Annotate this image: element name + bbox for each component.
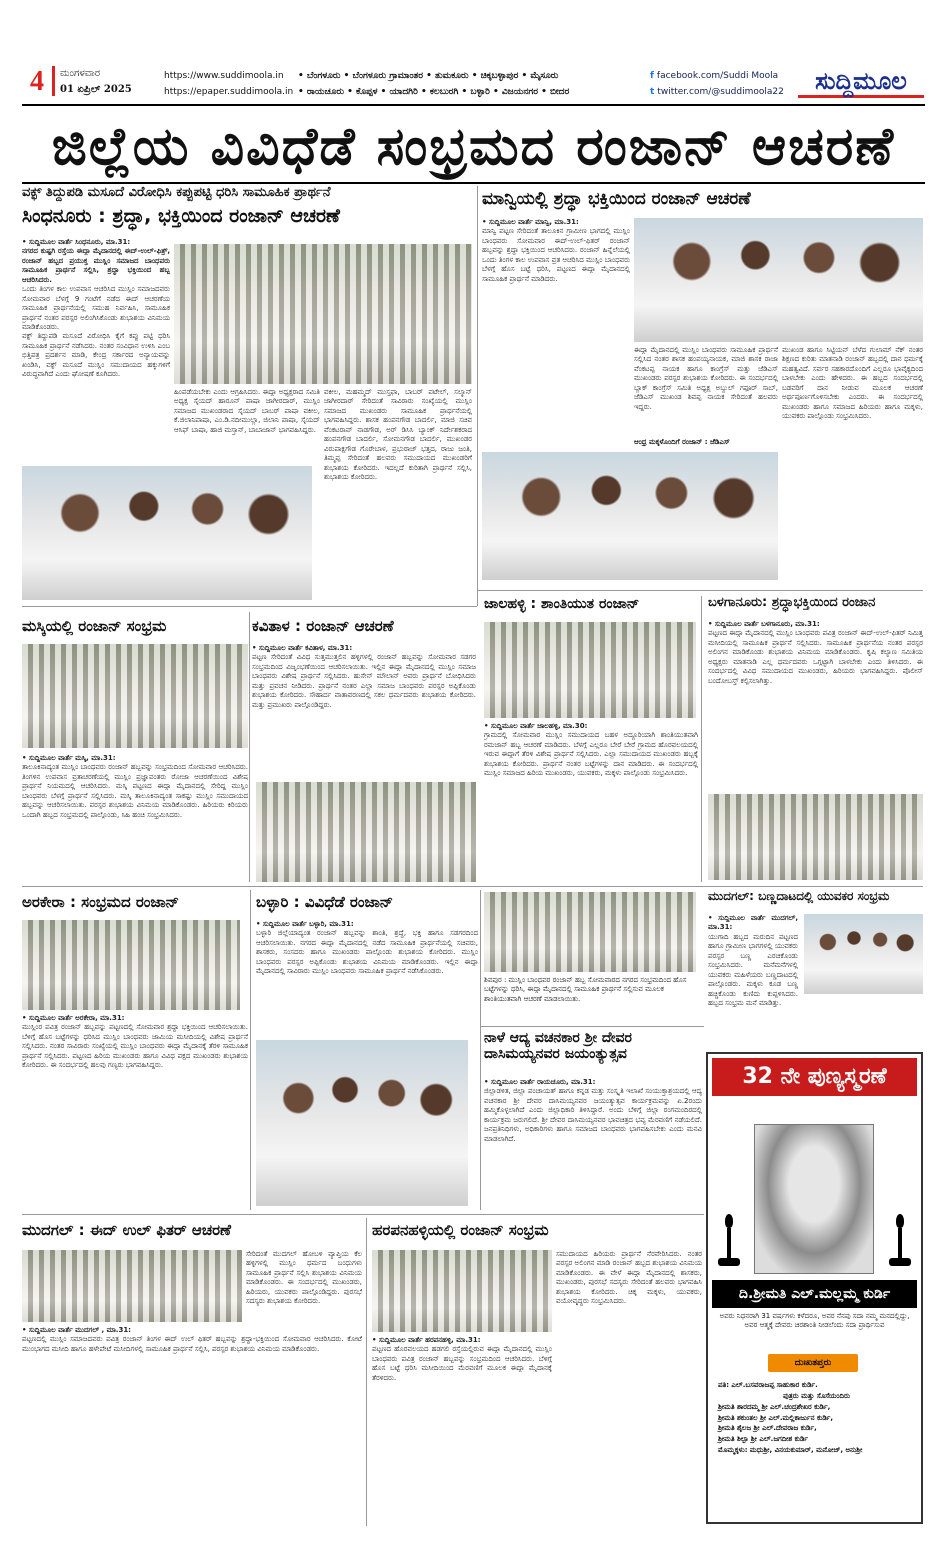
- family-line: ಶ್ರೀಮತಿ ಶಿಲ್ಪಾ ಶ್ರೀ ಎಲ್.ಜಗದೀಶ ಕುರ್ಡಿ: [718, 1435, 809, 1444]
- manvi-headline: ಮಾನ್ವಿಯಲ್ಲಿ ಶ್ರದ್ಧಾ ಭಕ್ತಿಯಿಂದ ರಂಜಾನ್ ಆಚರಣೆ: [482, 190, 751, 209]
- ballari-body: ಬಳ್ಳಾರಿ ಜಿಲ್ಲೆಯಾದ್ಯಂತ ರಂಜಾನ್ ಹಬ್ಬವನ್ನು ಶಾಂತಿ, ಶ್ರದ್ಧೆ, ಭಕ್ತಿ ಹಾಗೂ ಸಡಗರದಿಂದ ಆಚರಿಸಲಾಯಿತು. ನಗರದ ಈದ್ಗಾ ಮೈದಾನದಲ್ಲಿ ನಡೆದ ಸಾಮೂಹಿಕ ಪ್ರಾರ್ಥನೆಯಲ್ಲಿ ಸಚಿವರು, ಶಾಸಕರು, ಸಂಸದರು ಹಾಗೂ ಮುಖಂಡರು ಪಾಲ್ಗೊಂಡು ಶುಭಾಶಯ ಕೋರಿದರು. ಮುಸ್ಲಿಂ ಬಾಂಧವರು ಪರಸ್ಪರ ಅಪ್ಪಿಕೊಂಡು ಶುಭಾಶಯ ವಿನಿಮಯ ಮಾಡಿಕೊಂಡರು. ಇಲ್ಲಿನ ಈದ್ಗಾ ಮೈದಾನದಲ್ಲಿ ಸಾವಿರಾರು ಮುಸ್ಲಿಂ ಬಾಂಧವರು ಸಾಮೂಹಿಕ ಪ್ರಾರ್ಥನೆ ನಡೆಸಿಕೊಂಡರು.: [256, 929, 478, 976]
- social-links: [650, 68, 784, 100]
- sindhanur-headline: ಸಿಂಧನೂರು : ಶ್ರದ್ಧಾ, ಭಕ್ತಿಯಿಂದ ರಂಜಾನ್ ಆಚರಣೆ: [22, 206, 340, 227]
- family-line: ಶ್ರೀಮತಿ ಶೈಲಜ ಶ್ರೀ ಎಲ್.ದೇವರಾಜ ಕುರ್ಡಿ,: [718, 1424, 817, 1433]
- arakera-headline: ಅರಕೇರಾ : ಸಂಭ್ರಮದ ರಂಜಾನ್: [22, 894, 180, 911]
- kavital-body: ಪಟ್ಟಣ ಸೇರಿದಂತೆ ವಿವಿಧ ಸುತ್ತಮುತ್ತಲಿನ ಹಳ್ಳಿಗಳಲ್ಲಿ ರಂಜಾನ್ ಹಬ್ಬವನ್ನು ಸೋಮವಾರ ಸಡಗರ ಸಂಭ್ರಮದಿಂದ ವಿಜೃಂಭಣೆಯಿಂದ ಆಚರಿಸಲಾಯಿತು. ಇಲ್ಲಿನ ಈದ್ಗಾ ಮೈದಾನದಲ್ಲಿ ಮುಸ್ಲಿಂ ಸಮಾಜ ಬಾಂಧವರು ವಿಶೇಷ ಪ್ರಾರ್ಥನೆ ಸಲ್ಲಿಸಿದರು. ಹುಸೇನ್ ಮೌಲಾನ್ ಅವರು ಪ್ರಾರ್ಥನೆ ಬೋಧಿಸಿದರು ಮತ್ತು ಪ್ರವಚನ ನೀಡಿದರು. ಪ್ರಾರ್ಥನೆ ನಂತರ ಎಲ್ಲಾ ಸಮಾಜ ಬಾಂಧವರು ಪರಸ್ಪರ ಅಪ್ಪಿಕೊಂಡು ಶುಭಾಶಯ ಕೋರಿದರು. ಸೌಹಾರ್ದ ವಾತಾವರಣದಲ್ಲಿ ಸಕಲ ಧರ್ಮದವರು ಶುಭಾಶಯ ಕೋರಿದರು. ಮತ್ತು ಪ್ರಮುಖರು ಪಾಲ್ಗೊಂಡಿದ್ದರು.: [252, 653, 476, 709]
- kavital-prayer-photo: [256, 782, 476, 882]
- column-divider-maski: [249, 612, 250, 882]
- sindhanur-body-2: ವಕ್ಫ್ ತಿದ್ದುಪಡಿ ಮಸೂದೆ ವಿರೋಧಿಸಿ ಕೈಗೆ ಕಪ್ಪು ಪಟ್ಟಿ ಧರಿಸಿ ಸಾಮೂಹಿಕ ಪ್ರಾರ್ಥನೆ ನಡೆಸಿದರು. ನಂತರ ಸಂವಿಧಾನ ಉಳಿಸಿ ಎಂಬ ಭಿತ್ತಿಪತ್ರ ಪ್ರದರ್ಶನ ಮಾಡಿ, ಕೇಂದ್ರ ಸರ್ಕಾರದ ಅನ್ಯಾಯವನ್ನು ಖಂಡಿಸಿ, ವಕ್ಫ್ ಮಸೂದೆ ಮುಸ್ಲಿಂ ಸಮುದಾಯದ ಹಕ್ಕುಗಳಿಗೆ ವಿರುದ್ಧವಾಗಿದೆ ಎಂದು ಘೋಷಣೆ ಕೂಗಿದರು.: [22, 332, 170, 379]
- kavital-dateline: • ಸುದ್ದಿಮೂಲ ವಾರ್ತೆ ಕವಿತಾಳ, ಮಾ.31:: [252, 644, 353, 652]
- headline-rule: [22, 182, 925, 184]
- family-line: ಪತಿ: ಎಲ್.ಬಸವರಾಜಪ್ಪ ಸಾಹುಕಾರ ಕುರ್ಡಿ.: [718, 1381, 818, 1389]
- main-headline: ಜಿಲ್ಲೆಯ ವಿವಿಧೆಡೆ ಸಂಭ್ರಮದ ರಂಜಾನ್ ಆಚರಣೆ: [51, 117, 896, 177]
- mudgal-eid-headline: ಮುದಗಲ್ : ಈದ್ ಉಲ್ ಫಿತರ್ ಆಚರಣೆ: [22, 1222, 231, 1239]
- balaganur-prayer-photo: [708, 794, 923, 880]
- issue-day: ಮಂಗಳವಾರ: [60, 68, 101, 79]
- manvi-children-photo: [482, 452, 778, 580]
- harapanahalli-body-1: ಪಟ್ಟಣದ ಹೊರವಲಯದ ಹಡಗಲಿ ರಸ್ತೆಯಲ್ಲಿರುವ ಈದ್ಗಾ ಮೈದಾನದಲ್ಲಿ ಮುಸ್ಲಿಂ ಬಾಂಧವರು ಪವಿತ್ರ ರಂಜಾನ್ ಹಬ್ಬವನ್ನು ಸಂಭ್ರಮದಿಂದ ಆಚರಿಸಿದರು. ಬೆಳಿಗ್ಗೆ ಹೊಸ ಬಟ್ಟೆ ಧರಿಸಿ ಮಸೀದಿಯಿಂದ ಮೆರವಣಿಗೆ ಮೂಲಕ ಈದ್ಗಾ ಮೈದಾನಕ್ಕೆ ತೆರಳಿದರು.: [372, 1345, 552, 1382]
- issue-date: 01 ಏಪ್ರಿಲ್ 2025: [60, 84, 132, 95]
- mudgal-eid-text: [22, 1326, 362, 1526]
- sindhanur-text-col1: [22, 238, 170, 460]
- sindhanur-dateline: • ಸುದ್ದಿಮೂಲ ವಾರ್ತೆ ಸಿಂಧನೂರು, ಮಾ.31:: [22, 238, 131, 246]
- balaganur-body: ಪಟ್ಟಣದ ಈದ್ಗಾ ಮೈದಾನದಲ್ಲಿ ಮುಸ್ಲಿಂ ಬಾಂಧವರು ಪವಿತ್ರ ರಂಜಾನ್ ಈದ್-ಉಲ್-ಫಿತರ್ ನಿಮಿತ್ತ ಮಸೀದಿಯಲ್ಲಿ ಸಾಮೂಹಿಕ ಪ್ರಾರ್ಥನೆ ಸಲ್ಲಿಸಿದರು. ಸಾಮೂಹಿಕ ಪ್ರಾರ್ಥನೆಯ ನಂತರ ಪರಸ್ಪರ ಅಲಿಂಗನ ಮಾಡಿಕೊಂಡು ಶುಭಾಶಯ ವಿನಿಮಯ ಮಾಡಿಕೊಂಡರು. ಕೃಷಿ ಕಲ್ಯಾಣ ಸಮಿತಿಯ ಅಧ್ಯಕ್ಷರು ಮಾತನಾಡಿ ಎಲ್ಲ ಧರ್ಮದವರು ಒಗ್ಗಟ್ಟಾಗಿ ಬಾಳಬೇಕು ಎಂದು ತಿಳಿಸಿದರು. ಈ ಸಂದರ್ಭದಲ್ಲಿ ವಿವಿಧ ಸಮುದಾಯದ ಮುಖಂಡರು, ಹಿರಿಯರು ಭಾಗವಹಿಸಿದ್ದರು. ಪೊಲೀಸ್ ಬಂದೋಬಸ್ತ್ ಕಲ್ಪಿಸಲಾಗಿತ್ತು.: [708, 629, 923, 685]
- ballari-text: [256, 920, 478, 1036]
- sindhanur-prayer-photo: [174, 244, 472, 384]
- manvi-photo-caption: ಆಂಧ್ರ ಮಕ್ಕಳೊಂದಿಗೆ ರಂಜಾನ್ : ಜೆಡಿಎಸ್: [634, 438, 730, 446]
- column-divider-jalahalli: [701, 596, 702, 882]
- family-line: ಪುತ್ರರು ಮತ್ತು ಸೊಸೆಯಂದಿರು: [783, 1391, 850, 1400]
- memorial-grief-label: ದುಃಖತಪ್ತರು: [768, 1354, 858, 1372]
- harapanahalli-body-2: ಸಮುದಾಯದ ಹಿರಿಯರು ಪ್ರಾರ್ಥನೆ ನೆರವೇರಿಸಿದರು. ನಂತರ ಪರಸ್ಪರ ಅಲಿಂಗನ ಮಾಡಿ ರಂಜಾನ್ ಹಬ್ಬದ ಶುಭಾಶಯ ವಿನಿಮಯ ಮಾಡಿಕೊಂಡರು. ಈ ವೇಳೆ ಈದ್ಗಾ ಮೈದಾನದಲ್ಲಿ ಶಾಸಕರು, ಮುಖಂಡರು, ಪುರಸಭೆ ಸದಸ್ಯರು ಸೇರಿದಂತೆ ಹಲವರು ಭಾಗವಹಿಸಿ ಶುಭಾಶಯ ಕೋರಿದರು. ಚಿಕ್ಕ ಮಕ್ಕಳು, ಯುವಕರು, ವಯೋವೃದ್ಧರು ಸಂಭ್ರಮಿಸಿದರು.: [556, 1250, 702, 1306]
- family-line: ಮೊಮ್ಮಕ್ಕಳು: ಮಧುಶ್ರೀ, ವಿನಯಕುಮಾರ್, ಮನೋಜ್, ಅನುಶ್ರೀ: [718, 1446, 863, 1455]
- mudgal-eid-prayer-photo: [22, 1250, 242, 1322]
- web-links: [164, 68, 293, 100]
- mudgal-youth-photo: [804, 914, 923, 994]
- balaganur-text: [708, 620, 923, 790]
- ballari-dateline: • ಸುದ್ದಿಮೂಲ ವಾರ್ತೆ ಬಳ್ಳಾರಿ, ಮಾ.31:: [256, 920, 354, 928]
- arakera-text: [22, 1014, 248, 1212]
- harapanahalli-dateline: • ಸುದ್ದಿಮೂಲ ವಾರ್ತೆ ಹರಪನಹಳ್ಳಿ, ಮಾ.31:: [372, 1336, 481, 1344]
- memorial-notice: [706, 1052, 923, 1524]
- balaganur-headline: ಬಳಗಾನೂರು: ಶ್ರದ್ಧಾಭಕ್ತಿಯಿಂದ ರಂಜಾನ: [708, 596, 876, 610]
- column-divider: [477, 186, 478, 606]
- column-divider-arakera: [250, 890, 251, 1210]
- masthead: [22, 62, 925, 102]
- maski-dateline: • ಸುದ್ದಿಮೂಲ ವಾರ್ತೆ ಮಸ್ಕಿ, ಮಾ.31:: [22, 754, 116, 762]
- manvi-body-1: ಮಾನ್ವಿ ಪಟ್ಟಣ ಸೇರಿದಂತೆ ತಾಲೂಕಿನ ಗ್ರಾಮೀಣ ಭಾಗದಲ್ಲಿ ಮುಸ್ಲಿಂ ಬಾಂಧವರು ಸೋಮವಾರ ಈದ್-ಉಲ್-ಫಿತರ್ ರಂಜಾನ್ ಹಬ್ಬವನ್ನು ಶ್ರದ್ಧಾ ಭಕ್ತಿಯಿಂದ ಆಚರಿಸಿದರು. ರಂಜಾನ್ ಹಿನ್ನೆಲೆಯಲ್ಲಿ ಒಂದು ತಿಂಗಳ ಕಾಲ ಉಪವಾಸ ವ್ರತ ಆಚರಿಸಿದ ಮುಸ್ಲಿಂ ಬಾಂಧವರು ಬೆಳಗ್ಗೆ ಹೊಸ ಬಟ್ಟೆ ಧರಿಸಿ, ಪಟ್ಟಣದ ಈದ್ಗಾ ಮೈದಾನದಲ್ಲಿ ಸಾಮೂಹಿಕ ಪ್ರಾರ್ಥನೆ ಮಾಡಿದರು.: [482, 227, 630, 283]
- oil-lamp-icon: [718, 1214, 740, 1274]
- sindhanur-body-1: ಒಂದು ತಿಂಗಳ ಕಾಲ ಉಪವಾಸ ಆಚರಿಸಿದ ಮುಸ್ಲಿಂ ಸಮಾಜದವರು ಸೋಮವಾರ ಬೆಳಗ್ಗೆ 9 ಗಂಟೆಗೆ ನಡೆದ ಈದ್ ಆಚರಣೆಯ ಸಾಮೂಹಿಕ ಪ್ರಾರ್ಥನೆಯಲ್ಲಿ ಸಮುಹ ನಿರ್ವಹಿಸಿ, ಸಾಮೂಹಿಕ ಪ್ರಾರ್ಥನೆ ನಂತರ ಪರಸ್ಪರ ಅಲಿಂಗಿಸಿಕೊಂಡು ಶುಭಾಶಯ ವಿನಿಮಯ ಮಾಡಿಕೊಂಡರು.: [22, 285, 170, 331]
- manvi-body-3: ಮುಖಂಡ ಹಾಗೂ ಸಿಟ್ಟಿಯನ್ ಬೆಳೆದ ಗುಲಾಮ್ ನೆಕ್ ನಂತರ ಶಿಕ್ಷಣದ ಕುರಿತು ಮಾತನಾಡಿ ರಂಜಾನ್ ಹಬ್ಬದಲ್ಲಿ ದಾನ ಧರ್ಮಕ್ಕೆ ಮಹತ್ವವಿದೆ. ಸರ್ವರ ಸಹಕಾರದೊಂದಿಗೆ ಎಲ್ಲರೂ ಭಾವೈಕ್ಯದಿಂದ ಬಾಳಬೇಕು ಎಂದು ಹೇಳಿದರು. ಈ ಹಬ್ಬದ ಸಂದರ್ಭದಲ್ಲಿ ಬಡವರಿಗೆ ದಾನ ನೀಡುವ ಮೂಲಕ ಆಚರಣೆ ಅರ್ಥಪೂರ್ಣಗೊಳಿಸಬೇಕು ಎಂದರು. ಈ ಸಂದರ್ಭದಲ್ಲಿ ಮುಖಂಡರು ಹಾಗೂ ಸಮಾಜದ ಹಿರಿಯರು ಹಾಗೂ ಮಕ್ಕಳು, ಯುವಕರು ಪಾಲ್ಗೊಂಡು ಸಂಭ್ರಮಿಸಿದರು.: [782, 346, 923, 421]
- family-line: ಶ್ರೀಮತಿ ಶಾರದಮ್ಮ ಶ್ರೀ ಎಲ್.ಚಂದ್ರಶೇಖರ ಕುರ್ಡಿ,: [718, 1402, 831, 1411]
- jalahalli-prayer-photo: [484, 622, 696, 718]
- city-line-2: • ರಾಯಚೂರು • ಕೊಪ್ಪಳ • ಯಾದಗಿರಿ • ಕಲಬುರಗಿ • ಬಳ್ಳಾರಿ • ವಿಜಯನಗರ • ಬೀದರ: [298, 87, 570, 97]
- mudgal-youth-text: [708, 914, 798, 1034]
- memorial-title: 32 ನೇ ಪುಣ್ಯಸ್ಮರಣೆ: [712, 1058, 917, 1096]
- arakera-body: ಮುಸ್ಲಿಂರ ಪವಿತ್ರ ರಂಜಾನ್ ಹಬ್ಬವನ್ನು ಪಟ್ಟಣದಲ್ಲಿ ಸೋಮವಾರ ಶ್ರದ್ಧಾ ಭಕ್ತಿಯಿಂದ ಆಚರಿಸಲಾಯಿತು. ಬೆಳಿಗ್ಗೆ ಹೊಸ ಬಟ್ಟೆಗಳನ್ನು ಧರಿಸಿದ ಮುಸ್ಲಿಂ ಬಾಂಧವರು ಜಾಮಿಯ ಮಸೀದಿಯಲ್ಲಿ ವಿಶೇಷ ಪ್ರಾರ್ಥನೆ ಸಲ್ಲಿಸಿದರು. ನಂತರ ಸಾವಿರಾರು ಸಂಖ್ಯೆಯಲ್ಲಿ ಮುಸ್ಲಿಂ ಬಾಂಧವರು ಈದ್ಗಾ ಮೈದಾನಕ್ಕೆ ತೆರಳಿ ಸಾಮೂಹಿಕ ಪ್ರಾರ್ಥನೆ ಸಲ್ಲಿಸಿದರು. ಪಟ್ಟಣದ ಹಿರಿಯ ಮುಖಂಡರು ಹಾಗೂ ವಿವಿಧ ಪಕ್ಷದ ಮುಖಂಡರು ಶುಭಾಶಯ ಕೋರಿದರು. ಈ ಸಂದರ್ಭದಲ್ಲಿ ಹಲವು ಗಣ್ಯರು ಭಾಗವಹಿಸಿದ್ದರು.: [22, 1023, 248, 1070]
- twitter-icon: t: [650, 87, 655, 97]
- manvi-greeting-photo: [634, 218, 923, 342]
- mudgal-eid-body-1: ಪಟ್ಟಣದಲ್ಲಿ ಮುಸ್ಲಿಂ ಸಮಾಜದವರು ಪವಿತ್ರ ರಂಜಾನ್ ತಿಂಗಳ ಈದ್ ಉಲ್ ಫಿತರ್ ಹಬ್ಬವನ್ನು ಶ್ರದ್ಧಾ-ಭಕ್ತಿಯಿಂದ ಸೋಮವಾರ ಆಚರಿಸಿದರು. ಕೋಟೆ ಮುಂಭಾಗದ ಮಸೀದಿ ಹಾಗೂ ಹಳೇಪೇಟೆ ಮಸೀದಿಗಳಲ್ಲಿ ಸಾಮೂಹಿಕ ಪ್ರಾರ್ಥನೆ ಸಲ್ಲಿಸಿ, ಪರಸ್ಪರ ಶುಭಾಶಯ ವಿನಿಮಯ ಮಾಡಿಕೊಂಡರು.: [22, 1335, 362, 1353]
- website-link[interactable]: https://www.suddimoola.in: [164, 71, 284, 81]
- harapanahalli-prayer-photo: [372, 1250, 552, 1332]
- epaper-link[interactable]: https://epaper.suddimoola.in: [164, 87, 294, 97]
- balaganur-dateline: • ಸುದ್ದಿಮೂಲ ವಾರ್ತೆ ಬಳಗಾನೂರು, ಮಾ.31:: [708, 620, 820, 628]
- oil-lamp-icon: [889, 1214, 911, 1274]
- kavital-text: [252, 644, 476, 774]
- mudgal-eid-body-2: ಸೇರಿದಂತೆ ಮುದಗಲ್ ಹೋಬಳಿ ವ್ಯಾಪ್ತಿಯ ಕೆಲ ಹಳ್ಳಿಗಳಲ್ಲಿ ಮುಸ್ಲಿಂ ಧರ್ಮದ ಬಂಧುಗಳು ಸಾಮೂಹಿಕ ಪ್ರಾರ್ಥನೆ ಸಲ್ಲಿಸಿ ಶುಭಾಶಯ ವಿನಿಮಯ ಮಾಡಿಕೊಂಡರು. ಈ ಸಂದರ್ಭದಲ್ಲಿ ಮುಖಂಡರು, ಹಿರಿಯರು, ಯುವಕರು ಪಾಲ್ಗೊಂಡಿದ್ದರು. ಪುರಸಭೆ ಸದಸ್ಯರು ಶುಭಾಶಯ ಕೋರಿದರು.: [246, 1250, 362, 1306]
- devara-body: ಜಿಲ್ಲಾಡಳಿತ, ಜಿಲ್ಲಾ ಪಂಚಾಯತ್ ಹಾಗೂ ಕನ್ನಡ ಮತ್ತು ಸಂಸ್ಕೃತಿ ಇಲಾಖೆ ಸಂಯುಕ್ತಾಶ್ರಯದಲ್ಲಿ ಆದ್ಯ ವಚನಕಾರ ಶ್ರೀ ದೇವರ ದಾಸಿಮಯ್ಯನವರ ಜಯಂತ್ಯುತ್ಸವ ಕಾರ್ಯಕ್ರಮವನ್ನು ಏ.2ರಂದು ಹಮ್ಮಿಕೊಳ್ಳಲಾಗಿದೆ ಎಂದು ಜಿಲ್ಲಾಧಿಕಾರಿ ತಿಳಿಸಿದ್ದಾರೆ. ಅಂದು ಬೆಳಿಗ್ಗೆ ಜಿಲ್ಲಾ ರಂಗಮಂದಿರದಲ್ಲಿ ಕಾರ್ಯಕ್ರಮ ಜರುಗಲಿದೆ. ಶ್ರೀ ದೇವರ ದಾಸಿಮಯ್ಯನವರ ಭಾವಚಿತ್ರದ ಭವ್ಯ ಮೆರವಣಿಗೆ ನಡೆಯಲಿದೆ. ಜನಪ್ರತಿನಿಧಿಗಳು, ಅಧಿಕಾರಿಗಳು ಹಾಗೂ ಸಮಾಜದ ಬಾಂಧವರು ಭಾಗವಹಿಸಬೇಕು ಎಂದು ಮನವಿ ಮಾಡಲಾಗಿದೆ.: [484, 1087, 702, 1143]
- sindhanur-leaders-photo: [22, 466, 312, 600]
- memorial-family-list: [718, 1380, 915, 1456]
- memorial-name: ದಿ.ಶ್ರೀಮತಿ ಎಲ್.ಮಲ್ಲಮ್ಮ ಕುರ್ಡಿ: [712, 1280, 917, 1308]
- page-number-bar: [52, 66, 55, 96]
- row-divider-2: [22, 886, 923, 887]
- mudgal-youth-body: ಯುಗಾದಿ ಹಬ್ಬದ ಮರುದಿನ ಪಟ್ಟಣದ ಹಾಗೂ ಗ್ರಾಮೀಣ ಭಾಗಗಳಲ್ಲಿ ಯುವಕರು ಪರಸ್ಪರ ಬಣ್ಣ ಎರಚಿಕೊಂಡು ಸಂಭ್ರಮಿಸಿದರು. ಮನೆಮನೆಗಳಲ್ಲಿ ಯುವಕರು ಮಹಿಳೆಯರು ಬಣ್ಣದಾಟದಲ್ಲಿ ಪಾಲ್ಗೊಂಡರು. ಮಕ್ಕಳು ಕೂಡ ಬಣ್ಣ ಹಚ್ಚಿಕೊಂಡು ಕುಣಿದು ಕುಪ್ಪಳಿಸಿದರು. ಹಬ್ಬದ ಸಂಭ್ರಮ ಮನೆ ಮಾಡಿತ್ತು.: [708, 932, 798, 1007]
- jalahalli-headline: ಜಾಲಹಳ್ಳಿ : ಶಾಂತಿಯುತ ರಂಜಾನ್: [484, 596, 640, 612]
- sindhanur-body-4: ವಕೀಲ, ಮಹಮ್ಮದ್ ಮುಸ್ತಫಾ, ಬಾಬರ್ ಪಟೇಲ್, ಸಲ್ಮಾನ್ ಜಾಗೀರದಾರ್ ಸೇರಿದಂತೆ ಸಾವಿರಾರು ಸಂಖ್ಯೆಯಲ್ಲಿ ಮುಸ್ಲಿಂ ಸಮಾಜದ ಮುಖಂಡರು ಸಾಮೂಹಿಕ ಪ್ರಾರ್ಥನೆಯಲ್ಲಿ ಭಾಗವಹಿಸಿದ್ದರು. ಶಾಸಕ ಹಂಪನಗೌಡ ಬಾದರ್ಲಿ, ಮಾಜಿ ಸಚಿವ ವೆಂಕಟರಾವ್ ನಾಡಗೌಡ, ಅರ್ ಡಿಸಿಸಿ ಬ್ಯಾಂಕ್ ನಿರ್ದೇಶಕರಾದ ಹಂಪನಗೌಡ ಬಾದರ್ಲಿ, ಸೋಮನಗೌಡ ಬಾದರ್ಲಿ, ಮುಖಂಡರ ವಿರುಪಾಕ್ಷಗೌಡ ಗೊರೇಬಾಳ, ಪ್ರಭುರಾಜ್ ಭತ್ತದ, ರಾಜು ಜಂತಿ, ತಿಮ್ಮಪ್ಪ ಸೇರಿದಂತೆ ಹಲವರು ಸಮುದಾಯದ ಮುಖಂಡರಿಗೆ ಶುಭಾಶಯ ಕೋರಿದರು. ಇದಲ್ಲದೆ ಕುರಿತಾಗಿ ಪ್ರಾರ್ಥನೆ ಸಲ್ಲಿಸಿ, ಶುಭಾಶಯ ಕೋರಿದರು.: [324, 388, 472, 481]
- memorial-portrait: [754, 1124, 874, 1274]
- jalahalli-body: ಗ್ರಾಮದಲ್ಲಿ ಸೋಮವಾರ ಮುಸ್ಲಿಂ ಸಮುದಾಯದ ಬಹಳ ಅದ್ದೂರಿಯಾಗಿ ಶಾಂತಿಯುತವಾಗಿ ರಮಜಾನ್ ಹಬ್ಬ ಆಚರಣೆ ಮಾಡಿದರು. ಬೆಳಗ್ಗೆ ಎಲ್ಲರೂ ಬೇರೆ ಬೇರೆ ಗ್ರಾಮದ ಹೊರವಲಯದಲ್ಲಿ ಇರುವ ಈದ್ಗಾಗೆ ತೆರಳಿ ವಿಶೇಷ ಪ್ರಾರ್ಥನೆ ಸಲ್ಲಿಸಿದರು. ಎಲ್ಲಾ ಸಮುದಾಯದ ಮುಖಂಡರು ಹಬ್ಬಕ್ಕೆ ಶುಭಾಶಯ ಕೋರಿದರು. ಪ್ರಾರ್ಥನೆ ನಂತರ ಬಟ್ಟೆಗಳನ್ನು ದಾನ ಮಾಡಿದರು. ಈ ಸಂದರ್ಭದಲ್ಲಿ ಮುಸ್ಲಿಂ ಸಮಾಜದ ಹಿರಿಯ ಮುಖಂಡರು, ಯುವಕರು, ಮಕ್ಕಳು ಪಾಲ್ಗೊಂಡು ಸಂಭ್ರಮಿಸಿದರು.: [484, 731, 698, 778]
- sindhanur-body-3: ಹಿಂಪಡೆಯಬೇಕು ಎಂದು ಆಗ್ರಹಿಸಿದರು. ಈದ್ಗಾ ಅಧ್ಯಕ್ಷರಾದ ಸಮಿತಿ ಅಧ್ಯಕ್ಷ ಸೈಯದ್ ಹಾರೂನ್ ಪಾಷಾ ಜಾಗೀರದಾರ್, ಮುಸ್ಲಿಂ ಸಮಾಜದ ಮುಖಂಡರಾದ ಸೈಯದ್ ಬಾಬರ್ ಪಾಷಾ ವಕೀಲ, ಕೆ.ಜಿಲಾನಿಪಾಷಾ, ಎಂ.ಡಿ.ನದೀಮುಲ್ಲಾ, ಜಿಲಾನಿ ಪಾಷಾ, ಸೈಯದ್ ಆಸಿಫ್ ಬಾಷಾ, ಹಾಜಿ ಮಸ್ತಾನ್, ಬಾಬಾಜಾನ್ ಭಾಗವಹಿಸಿದ್ದರು.: [174, 388, 320, 434]
- manvi-body-2: ಈದ್ಗಾ ಮೈದಾನದಲ್ಲಿ ಮುಸ್ಲಿಂ ಬಾಂಧವರು ಸಾಮೂಹಿಕ ಪ್ರಾರ್ಥನೆ ಸಲ್ಲಿಸಿದ ನಂತರ ಶಾಸಕ ಹಂಪಯ್ಯನಾಯಕ, ಮಾಜಿ ಶಾಸಕ ರಾಜಾ ವೆಂಕಟಪ್ಪ ನಾಯಕ ಹಾಗೂ ಕಾಂಗ್ರೆಸ್ ಮತ್ತು ಜೆಡಿಎಸ್ ಮುಖಂಡರು ಪರಸ್ಪರ ಶುಭಾಶಯ ಕೋರಿದರು. ಈ ಸಂದರ್ಭದಲ್ಲಿ ಬ್ಲಾಕ್ ಕಾಂಗ್ರೆಸ್ ಸಮಿತಿ ಅಧ್ಯಕ್ಷ ಅಬ್ದುಲ್ ಗಫೂರ್ ಸಾಬ್, ಜೆಡಿಎಸ್ ಮುಖಂಡ ಶಿವಪ್ಪ ನಾಯಕ ಸೇರಿದಂತೆ ಹಲವರು ಇದ್ದರು.: [634, 346, 778, 411]
- city-list: [298, 68, 650, 100]
- facebook-link[interactable]: [650, 68, 784, 84]
- harapanahalli-headline: ಹರಪನಹಳ್ಳಿಯಲ್ಲಿ ರಂಜಾನ್ ಸಂಭ್ರಮ: [372, 1222, 549, 1239]
- manvi-dateline: • ಸುದ್ದಿಮೂಲ ವಾರ್ತೆ ಮಾನ್ವಿ, ಮಾ.31:: [482, 218, 579, 226]
- devara-headline: ನಾಳೆ ಆದ್ಯ ವಚನಕಾರ ಶ್ರೀ ದೇವರ ದಾಸಿಮಯ್ಯನವರ ಜಯಂತ್ಯುತ್ಸವ: [484, 1030, 632, 1063]
- mudgal-eid-dateline: • ಸುದ್ದಿಮೂಲ ವಾರ್ತೆ ಮುದಗಲ್ , ಮಾ.31:: [22, 1326, 131, 1334]
- jalahalli-dateline: • ಸುದ್ದಿಮೂಲ ವಾರ್ತೆ ಜಾಲಹಳ್ಳಿ, ಮಾ.30:: [484, 722, 588, 730]
- kavital-headline: ಕವಿತಾಳ : ರಂಜಾನ್ ಆಚರಣೆ: [252, 618, 394, 635]
- page-number: 4: [30, 66, 44, 97]
- manvi-text-col1: [482, 218, 630, 450]
- masthead-rule: [22, 104, 925, 106]
- twitter-handle: twitter.com/@suddimoola22: [657, 87, 784, 97]
- ballari-headline: ಬಳ್ಳಾರಿ : ವಿವಿಧೆಡೆ ರಂಜಾನ್: [256, 894, 394, 911]
- devara-text: [484, 1078, 702, 1210]
- harapanahalli-text: [372, 1336, 552, 1526]
- maski-headline: ಮಸ್ಕಿಯಲ್ಲಿ ರಂಜಾನ್ ಸಂಭ್ರಮ: [22, 618, 167, 635]
- ballari-leaders-photo: [256, 1040, 468, 1206]
- shivapur-prayer-photo: [484, 892, 696, 972]
- column-divider-ballari: [480, 890, 481, 1210]
- arakera-dateline: • ಸುದ್ದಿಮೂಲ ವಾರ್ತೆ ಅರಕೇರಾ, ಮಾ.31:: [22, 1014, 125, 1022]
- row-divider-1b: [477, 590, 923, 591]
- memorial-description: ಅವರು ನಿಧನರಾಗಿ 31 ವರ್ಷಗಳು ಕಳೆದರೂ, ಅವರ ನೆನಪು ಸದಾ ನಮ್ಮ ಮನದಲ್ಲಿದ್ದು, ಅವರ ಆತ್ಮಕ್ಕೆ ದೇವರು ಚಿರಶಾಂತಿ ನೀಡಲೆಂದು ಸದಾ ಪ್ರಾರ್ಥಿಸುವ: [719, 1312, 910, 1330]
- facebook-icon: f: [650, 71, 654, 81]
- family-line: ಶ್ರೀಮತಿ ಶಕುಂತಲ ಶ್ರೀ ಎಲ್.ಮಲ್ಲಿಕಾರ್ಜುನ ಕುರ್ಡಿ,: [718, 1413, 834, 1422]
- row-divider-3: [22, 1214, 704, 1215]
- row-divider-1: [22, 606, 477, 607]
- row-divider-devara: [480, 1026, 704, 1027]
- maski-prayer-photo: [22, 644, 248, 748]
- shivapur-caption: ಶಿವಪುರ : ಮುಸ್ಲಿಂ ಬಾಂಧವರ ರಂಜಾನ್ ಹಬ್ಬ ಸೋಮವಾರದ ನಗರದ ಸಂಭ್ರಮದಿಂದ ಹೊಸ ಬಟ್ಟೆಗಳನ್ನು ಧರಿಸಿ, ಈದ್ಗಾ ಮೈದಾನದಲ್ಲಿ ಸಾಮೂಹಿಕ ಪ್ರಾರ್ಥನೆ ಸಲ್ಲಿಸುವ ಮೂಲಕ ಶಾಂತಿಯುತವಾಗಿ ಆಚರಣೆ ಮಾಡಲಾಯಿತು.: [484, 976, 687, 1003]
- mudgal-youth-headline: ಮುದಗಲ್: ಬಣ್ಣದಾಟದಲ್ಲಿ ಯುವಕರ ಸಂಭ್ರಮ: [708, 890, 890, 903]
- sindhanur-lead: ನಗರದ ಕುಷ್ಟಗಿ ರಸ್ತೆಯ ಈದ್ಗಾ ಮೈದಾನದಲ್ಲಿ ಈದ್-ಉಲ್-ಫಿತ್ರ್, ರಂಜಾನ್ ಹಬ್ಬದ ಪ್ರಯುಕ್ತ ಮುಸ್ಲಿಂ ಸಮಾಜದ ಬಾಂಧವರು ಸಾಮೂಹಿಕ ಪ್ರಾರ್ಥನೆ ಸಲ್ಲಿಸಿ, ಶ್ರದ್ಧಾ ಭಕ್ತಿಯಿಂದ ಹಬ್ಬ ಆಚರಿಸಿದರು.: [22, 247, 170, 284]
- mudgal-youth-dateline: • ಸುದ್ದಿಮೂಲ ವಾರ್ತೆ ಮುದಗಲ್, ಮಾ.31:: [708, 914, 798, 932]
- sindhanur-kicker: ವಕ್ಫ್ ತಿದ್ದುಪಡಿ ಮಸೂದೆ ವಿರೋಧಿಸಿ ಕಪ್ಪುಪಟ್ಟಿ ಧರಿಸಿ ಸಾಮೂಹಿಕ ಪ್ರಾರ್ಥನೆ: [22, 186, 331, 200]
- maski-text: [22, 754, 248, 884]
- facebook-handle: facebook.com/Suddi Moola: [656, 71, 779, 81]
- jalahalli-text: [484, 722, 698, 882]
- column-divider-mudgal: [366, 1218, 367, 1526]
- devara-dateline: • ಸುದ್ದಿಮೂಲ ವಾರ್ತೆ ರಾಯಚೂರು, ಮಾ.31:: [484, 1078, 596, 1086]
- city-line-1: • ಬೆಂಗಳೂರು • ಬೆಂಗಳೂರು ಗ್ರಾಮಾಂತರ • ತುಮಕೂರು • ಚಿಕ್ಕಬಳ್ಳಾಪುರ • ಮೈಸೂರು: [298, 71, 559, 81]
- newspaper-logo: ಸುದ್ದಿಮೂಲ: [798, 64, 924, 98]
- twitter-link[interactable]: [650, 84, 784, 100]
- arakera-prayer-photo: [22, 920, 240, 1010]
- maski-body: ತಾಲೂಕಿನಾದ್ಯಂತ ಮುಸ್ಲಿಂ ಬಾಂಧವರು ರಂಜಾನ್ ಹಬ್ಬವನ್ನು ಸಂಭ್ರಮದಿಂದ ಸೋಮವಾರ ಆಚರಿಸಿದರು. ತಿಂಗಳಿನ ಉಪವಾಸ ವ್ರತಾಚರಣೆಯಲ್ಲಿ ಮುಸ್ಲಿಂ ಪ್ರಜ್ಞಾವಂತರು ರೋಜಾ ಆಚರಣೆಯಿಂದ ವಿಶೇಷ ಪ್ರಾರ್ಥನೆ ನಿಯಮದಲ್ಲಿ ಆಚರಿಸಿದರು. ಮಸ್ಕಿ ಪಟ್ಟಣದ ಈದ್ಗಾ ಮೈದಾನದಲ್ಲಿ ಸೇರಿದ್ದ ಮುಸ್ಲಿಂ ಬಾಂಧವರು ಬೆಳಗ್ಗೆ ಪ್ರಾರ್ಥನೆ ಸಲ್ಲಿಸಿದರು. ಮಸ್ಕಿ ತಾಲೂಕಿನಾದ್ಯಂತ ಸಾಕಷ್ಟು ಮುಸ್ಲಿಂ ಸಮುದಾಯದ ಹಬ್ಬವನ್ನು ಆಚರಿಸಲಾಯಿತು. ಪರಸ್ಪರ ಶುಭಾಶಯ ವಿನಿಮಯ ಮಾಡಿಕೊಂಡರು. ಹಿರಿಯರು ಕಿರಿಯರು ಒಂದಾಗಿ ಹಬ್ಬದ ಸಂಭ್ರಮದಲ್ಲಿ ಪಾಲ್ಗೊಂಡು, ಸಿಹಿ ಹಂಚಿ ಸಂಭ್ರಮಿಸಿದರು.: [22, 763, 248, 819]
